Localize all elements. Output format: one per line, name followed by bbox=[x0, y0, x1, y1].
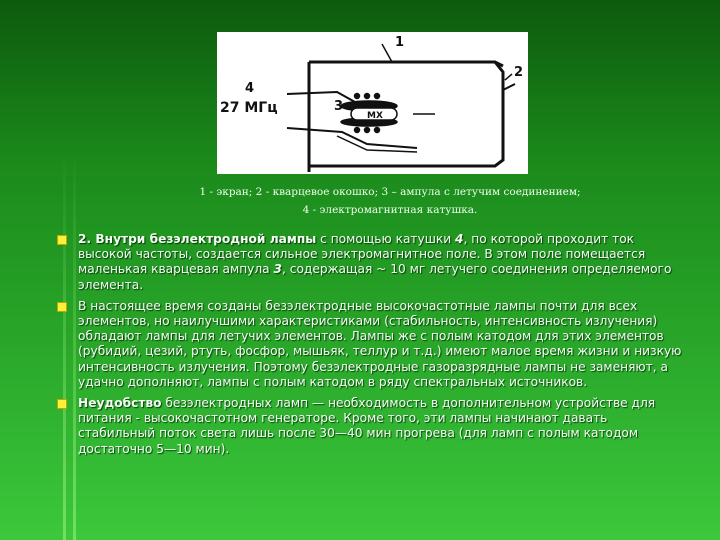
caption-line-1: 1 - экран; 2 - кварцевое окошко; 3 – ампула с летучим соединением; bbox=[199, 186, 581, 198]
bullet-item-3 bbox=[57, 396, 687, 457]
bullet-square-icon bbox=[57, 302, 67, 312]
bullet-3-text: безэлектродных ламп — необходимость в дополнительном устройстве для питания - высокочастотном генераторе. Кроме того, эти лампы начинают давать стабильный поток света лишь после 30—40 мин прогрева (для ламп с полым катодом достаточно 5—10 мин). bbox=[78, 396, 656, 456]
bullet-1-ref-coil: 4 bbox=[455, 232, 464, 246]
bullet-list bbox=[57, 232, 687, 463]
label-window: 2 bbox=[514, 65, 524, 80]
label-screen: 1 bbox=[395, 35, 405, 50]
caption-line-2: 4 - электромагнитная катушка. bbox=[302, 204, 478, 216]
bullet-1-text-c: , содержащая ~ 10 мг летучего соединения определяемого элемента. bbox=[78, 262, 672, 292]
bullet-3-heading: Неудобство bbox=[78, 396, 162, 411]
bullet-square-icon bbox=[57, 399, 67, 409]
figure-caption bbox=[140, 183, 640, 219]
bullet-item-1 bbox=[57, 232, 687, 293]
lamp-diagram bbox=[217, 32, 528, 174]
lamp-diagram-drawing bbox=[217, 32, 528, 174]
bullet-1-text-a: с помощью катушки bbox=[316, 232, 456, 246]
bullet-square-icon bbox=[57, 235, 67, 245]
bullet-1-heading: 2. Внутри безэлектродной лампы bbox=[78, 232, 317, 246]
bullet-item-2 bbox=[57, 299, 687, 390]
ampoule-label: MX bbox=[367, 111, 383, 121]
label-coil: 4 bbox=[245, 81, 255, 96]
bullet-1-ref-ampoule: 3 bbox=[273, 262, 282, 277]
bullet-2-text: В настоящее время созданы безэлектродные высокочастотные лампы почти для всех элементов, но наилучшими характеристиками (стабильность, интенсивность излучения) обладают лампы для летучих элементов. Лампы же с полым катодом для этих элементов (рубидий, цезий, ртуть, фосфор, мышьяк, теллур и т.д.) имеют малое время жизни и низкую интенсивность излучения. Поэтому безэлектродные газоразрядные лампы не заменяют, а удачно дополняют, лампы с полым катодом в ряду спектральных источников. bbox=[78, 298, 682, 389]
bullet-1-text-b: , по которой проходит ток высокой частоты, создается сильное электромагнитное поле. В этом поле помещается маленькая кварцевая ампула bbox=[78, 232, 646, 277]
frequency-label: 27 МГц bbox=[220, 100, 278, 116]
label-ampoule: 3 bbox=[334, 99, 344, 114]
